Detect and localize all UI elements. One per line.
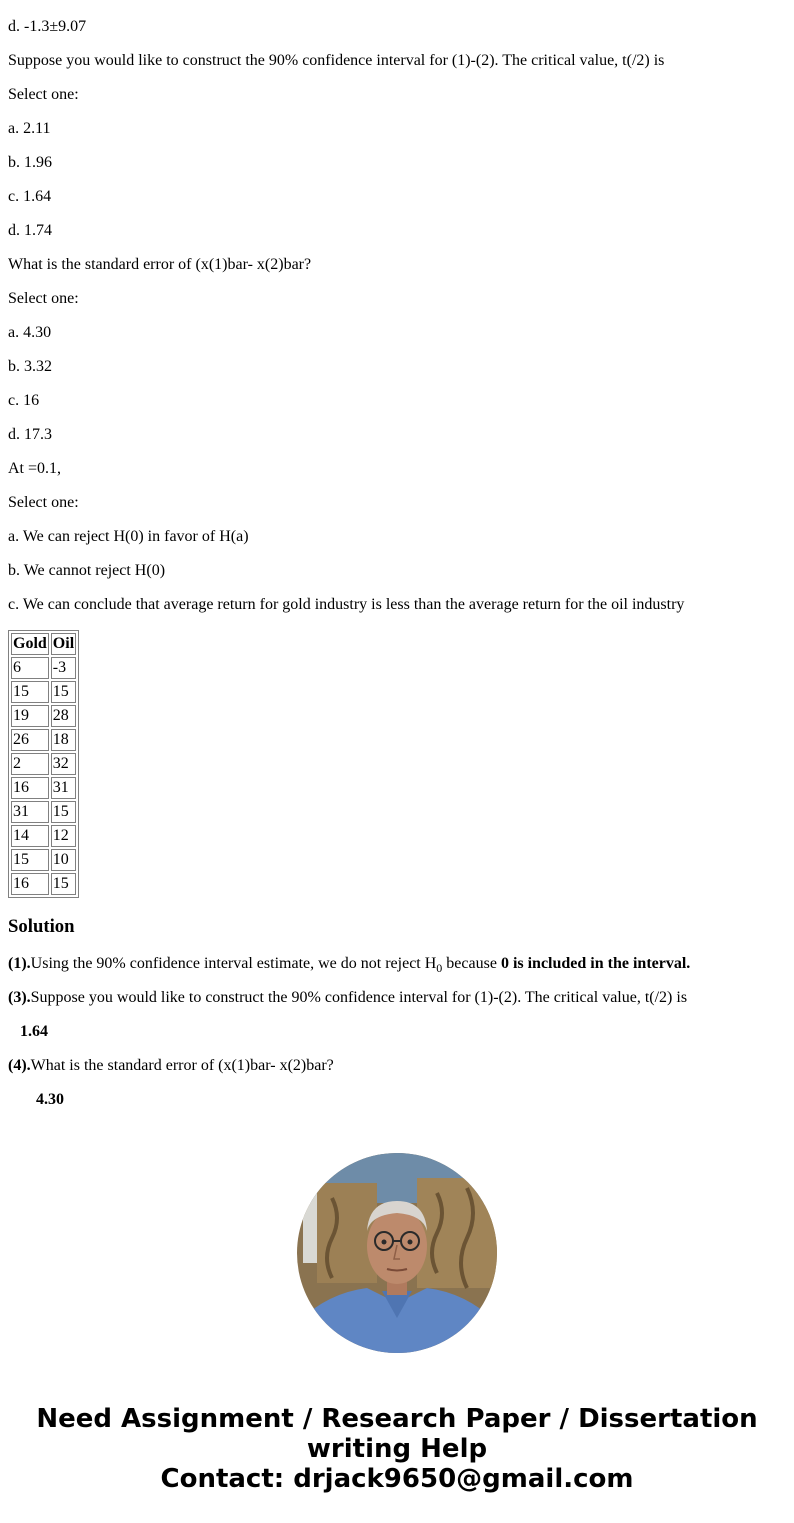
item-text: Suppose you would like to construct the 90% confidence interval for (1)-(2). The critical value, t(/2) is xyxy=(30,989,688,1006)
column-header-oil: Oil xyxy=(51,633,76,655)
table-cell: 15 xyxy=(51,873,76,895)
table-row xyxy=(11,705,76,727)
author-photo xyxy=(297,1153,497,1353)
select-one-label: Select one: xyxy=(8,86,79,103)
table-cell: 31 xyxy=(51,777,76,799)
table-cell: 19 xyxy=(11,705,49,727)
table-cell: 16 xyxy=(11,873,49,895)
solution-answer-3: 1.64 xyxy=(20,1023,48,1040)
table-row xyxy=(11,729,76,751)
item-text: What is the standard error of (x(1)bar- x(2)bar? xyxy=(30,1057,334,1074)
table-cell: 31 xyxy=(11,801,49,823)
footer-banner xyxy=(0,1404,794,1494)
subscript: 0 xyxy=(436,961,443,975)
table-cell: 2 xyxy=(11,753,49,775)
table-row xyxy=(11,657,76,679)
item-number: (4). xyxy=(8,1057,31,1074)
footer-line: writing Help xyxy=(306,1434,488,1464)
table-row xyxy=(11,753,76,775)
table-cell: 16 xyxy=(11,777,49,799)
option-text: a. 4.30 xyxy=(8,324,52,341)
option-text: c. 16 xyxy=(8,392,40,409)
table-row xyxy=(11,825,76,847)
table-cell: 15 xyxy=(51,801,76,823)
table-cell: 14 xyxy=(11,825,49,847)
question-text: What is the standard error of (x(1)bar- x(2)bar? xyxy=(8,256,312,273)
table-cell: 26 xyxy=(11,729,49,751)
option-text: d. 17.3 xyxy=(8,426,52,443)
table-cell: 15 xyxy=(11,681,49,703)
option-text: d. 1.74 xyxy=(8,222,52,239)
table-row xyxy=(11,777,76,799)
solution-heading: Solution xyxy=(8,916,75,937)
table-row xyxy=(11,801,76,823)
footer-line: Need Assignment / Research Paper / Dissertation xyxy=(36,1404,758,1434)
select-one-label: Select one: xyxy=(8,494,79,511)
question-text: At =0.1, xyxy=(8,460,62,477)
solution-item-4 xyxy=(8,1057,786,1075)
table-row xyxy=(11,681,76,703)
table-cell: 15 xyxy=(51,681,76,703)
document-content xyxy=(8,0,786,1125)
footer-contact: Contact: drjack9650@gmail.com xyxy=(160,1464,634,1494)
table-header-row xyxy=(11,633,76,655)
table-cell: 12 xyxy=(51,825,76,847)
option-text: b. 3.32 xyxy=(8,358,52,375)
table-cell: 32 xyxy=(51,753,76,775)
returns-table xyxy=(8,630,79,898)
option-text: d. -1.3±9.07 xyxy=(8,18,87,35)
table-cell: 18 xyxy=(51,729,76,751)
option-text: a. 2.11 xyxy=(8,120,51,137)
table-cell: 15 xyxy=(11,849,49,871)
table-cell: 28 xyxy=(51,705,76,727)
option-text: a. We can reject H(0) in favor of H(a) xyxy=(8,528,249,545)
table-cell: -3 xyxy=(51,657,76,679)
table-cell: 10 xyxy=(51,849,76,871)
option-text: c. We can conclude that average return for gold industry is less than the average return for the oil industry xyxy=(8,596,685,613)
author-avatar xyxy=(297,1153,497,1353)
table-row xyxy=(11,873,76,895)
item-number: (1). xyxy=(8,955,31,972)
item-number: (3). xyxy=(8,989,31,1006)
option-text: b. 1.96 xyxy=(8,154,52,171)
column-header-gold: Gold xyxy=(11,633,49,655)
table-row xyxy=(11,849,76,871)
option-text: b. We cannot reject H(0) xyxy=(8,562,166,579)
solution-item-3 xyxy=(8,989,786,1007)
table-cell: 6 xyxy=(11,657,49,679)
question-text: Suppose you would like to construct the 90% confidence interval for (1)-(2). The critical value, t(/2) is xyxy=(8,52,665,69)
option-text: c. 1.64 xyxy=(8,188,52,205)
item-text: because xyxy=(442,955,501,972)
solution-answer-4: 4.30 xyxy=(36,1091,64,1108)
select-one-label: Select one: xyxy=(8,290,79,307)
solution-item-1 xyxy=(8,955,786,973)
option-text xyxy=(8,0,786,2)
item-conclusion: 0 is included in the interval. xyxy=(500,955,691,972)
item-text: Using the 90% confidence interval estimate, we do not reject H xyxy=(30,955,437,972)
